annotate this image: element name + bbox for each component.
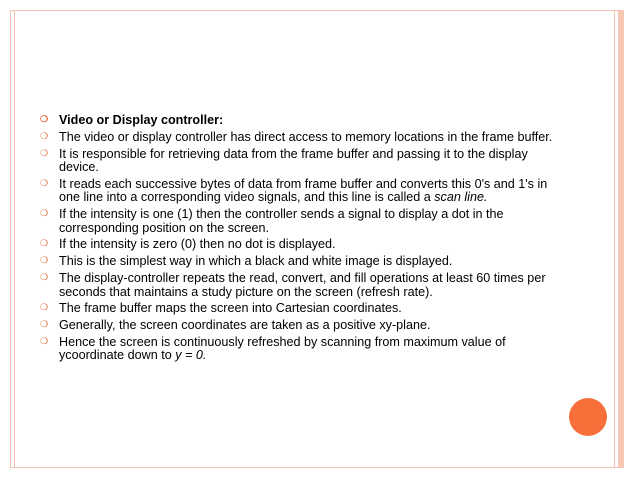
bullet-emphasis: y = 0. (175, 348, 207, 363)
bullet-item (40, 336, 560, 363)
bullet-text: If the intensity is one (1) then the controller sends a signal to display a dot in the corresponding position on the screen. (59, 207, 504, 235)
bullet-item (40, 178, 560, 205)
bullet-item (40, 255, 560, 269)
hollow-circle-bullet-icon: ❍ (40, 302, 49, 313)
hollow-circle-bullet-icon: ❍ (40, 114, 49, 124)
bullet-text: Hence the screen is continuously refreshed by scanning from maximum value of ycoordinate down to (59, 334, 506, 363)
bullet-text: This is the simplest way in which a black and white image is displayed. (59, 254, 453, 269)
hollow-circle-bullet-icon: ❍ (40, 272, 49, 283)
orange-circle-decoration (569, 398, 607, 436)
bullet-text: The display-controller repeats the read, convert, and fill operations at least 60 times per seconds that maintains a study picture on the screen (refresh rate). (59, 271, 546, 299)
bullet-text: It reads each successive bytes of data from frame buffer and converts this 0's and 1's in one line into a corresponding video signals, and this line is called a (59, 176, 548, 205)
hollow-circle-bullet-icon: ❍ (40, 130, 49, 141)
bullet-item (40, 238, 560, 252)
bullet-item (40, 131, 560, 145)
hollow-circle-bullet-icon: ❍ (40, 238, 49, 249)
left-rule (14, 10, 15, 468)
bullet-item (40, 319, 560, 333)
bullet-text: Video or Display controller: (59, 113, 224, 127)
bullet-text: The frame buffer maps the screen into Cartesian coordinates. (59, 301, 402, 316)
bullet-emphasis: scan line. (434, 190, 488, 205)
bullet-list (40, 114, 560, 366)
bullet-item (40, 272, 560, 299)
bullet-item (40, 302, 560, 316)
hollow-circle-bullet-icon: ❍ (40, 335, 49, 346)
right-rule (614, 10, 615, 468)
hollow-circle-bullet-icon: ❍ (40, 255, 49, 266)
hollow-circle-bullet-icon: ❍ (40, 319, 49, 330)
bullet-item (40, 208, 560, 235)
bullet-text: The video or display controller has direct access to memory locations in the frame buffer. (59, 129, 553, 144)
right-accent-bar (618, 10, 624, 468)
bullet-item (40, 114, 560, 128)
bullet-text: Generally, the screen coordinates are taken as a positive xy-plane. (59, 318, 431, 333)
bullet-text: It is responsible for retrieving data from the frame buffer and passing it to the display device. (59, 146, 528, 175)
bullet-text: If the intensity is zero (0) then no dot is displayed. (59, 237, 336, 252)
hollow-circle-bullet-icon: ❍ (40, 147, 49, 158)
hollow-circle-bullet-icon: ❍ (40, 208, 49, 219)
bullet-item (40, 148, 560, 175)
hollow-circle-bullet-icon: ❍ (40, 177, 49, 188)
